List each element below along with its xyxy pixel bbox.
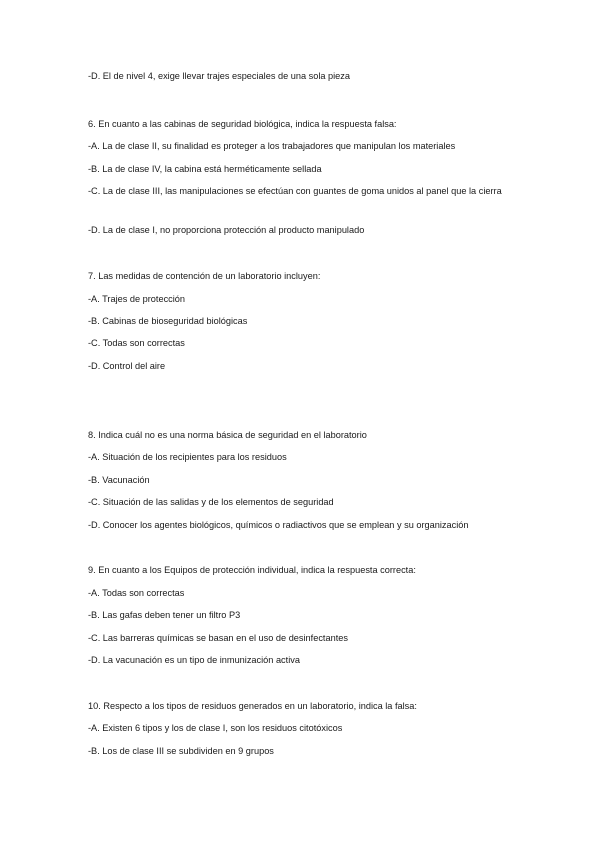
question-9: 9. En cuanto a los Equipos de protección individual, indica la respuesta correcta: [88,565,416,575]
answer-option: -D. La vacunación es un tipo de inmunización activa [88,655,300,665]
answer-option: -B. Las gafas deben tener un filtro P3 [88,610,241,620]
answer-option: -C. La de clase III, las manipulaciones se efectúan con guantes de goma unidos al panel que la cierra [88,186,502,196]
answer-option: -B. Cabinas de bioseguridad biológicas [88,316,248,326]
answer-option: -D. Conocer los agentes biológicos, químicos o radiactivos que se emplean y su organización [88,520,469,530]
answer-option: -B. Los de clase III se subdividen en 9 grupos [88,746,274,756]
answer-option: -A. Trajes de protección [88,294,186,304]
answer-option: -A. Todas son correctas [88,588,185,598]
answer-option: -B. La de clase IV, la cabina está herméticamente sellada [88,164,322,174]
answer-option: -D. La de clase I, no proporciona protección al producto manipulado [88,225,365,235]
answer-option: -C. Las barreras químicas se basan en el uso de desinfectantes [88,633,348,643]
answer-option: -D. El de nivel 4, exige llevar trajes especiales de una sola pieza [88,71,350,81]
answer-option: -C. Todas son correctas [88,338,185,348]
question-7: 7. Las medidas de contención de un laboratorio incluyen: [88,271,321,281]
answer-option: -C. Situación de las salidas y de los elementos de seguridad [88,497,334,507]
question-8: 8. Indica cuál no es una norma básica de seguridad en el laboratorio [88,430,367,440]
answer-option: -B. Vacunación [88,475,150,485]
question-6: 6. En cuanto a las cabinas de seguridad biológica, indica la respuesta falsa: [88,119,397,129]
answer-option: -A. Situación de los recipientes para los residuos [88,452,287,462]
answer-option: -A. Existen 6 tipos y los de clase I, son los residuos citotóxicos [88,723,343,733]
question-10: 10. Respecto a los tipos de residuos generados en un laboratorio, indica la falsa: [88,701,417,711]
answer-option: -D. Control del aire [88,361,166,371]
answer-option: -A. La de clase II, su finalidad es proteger a los trabajadores que manipulan los materiales [88,141,456,151]
